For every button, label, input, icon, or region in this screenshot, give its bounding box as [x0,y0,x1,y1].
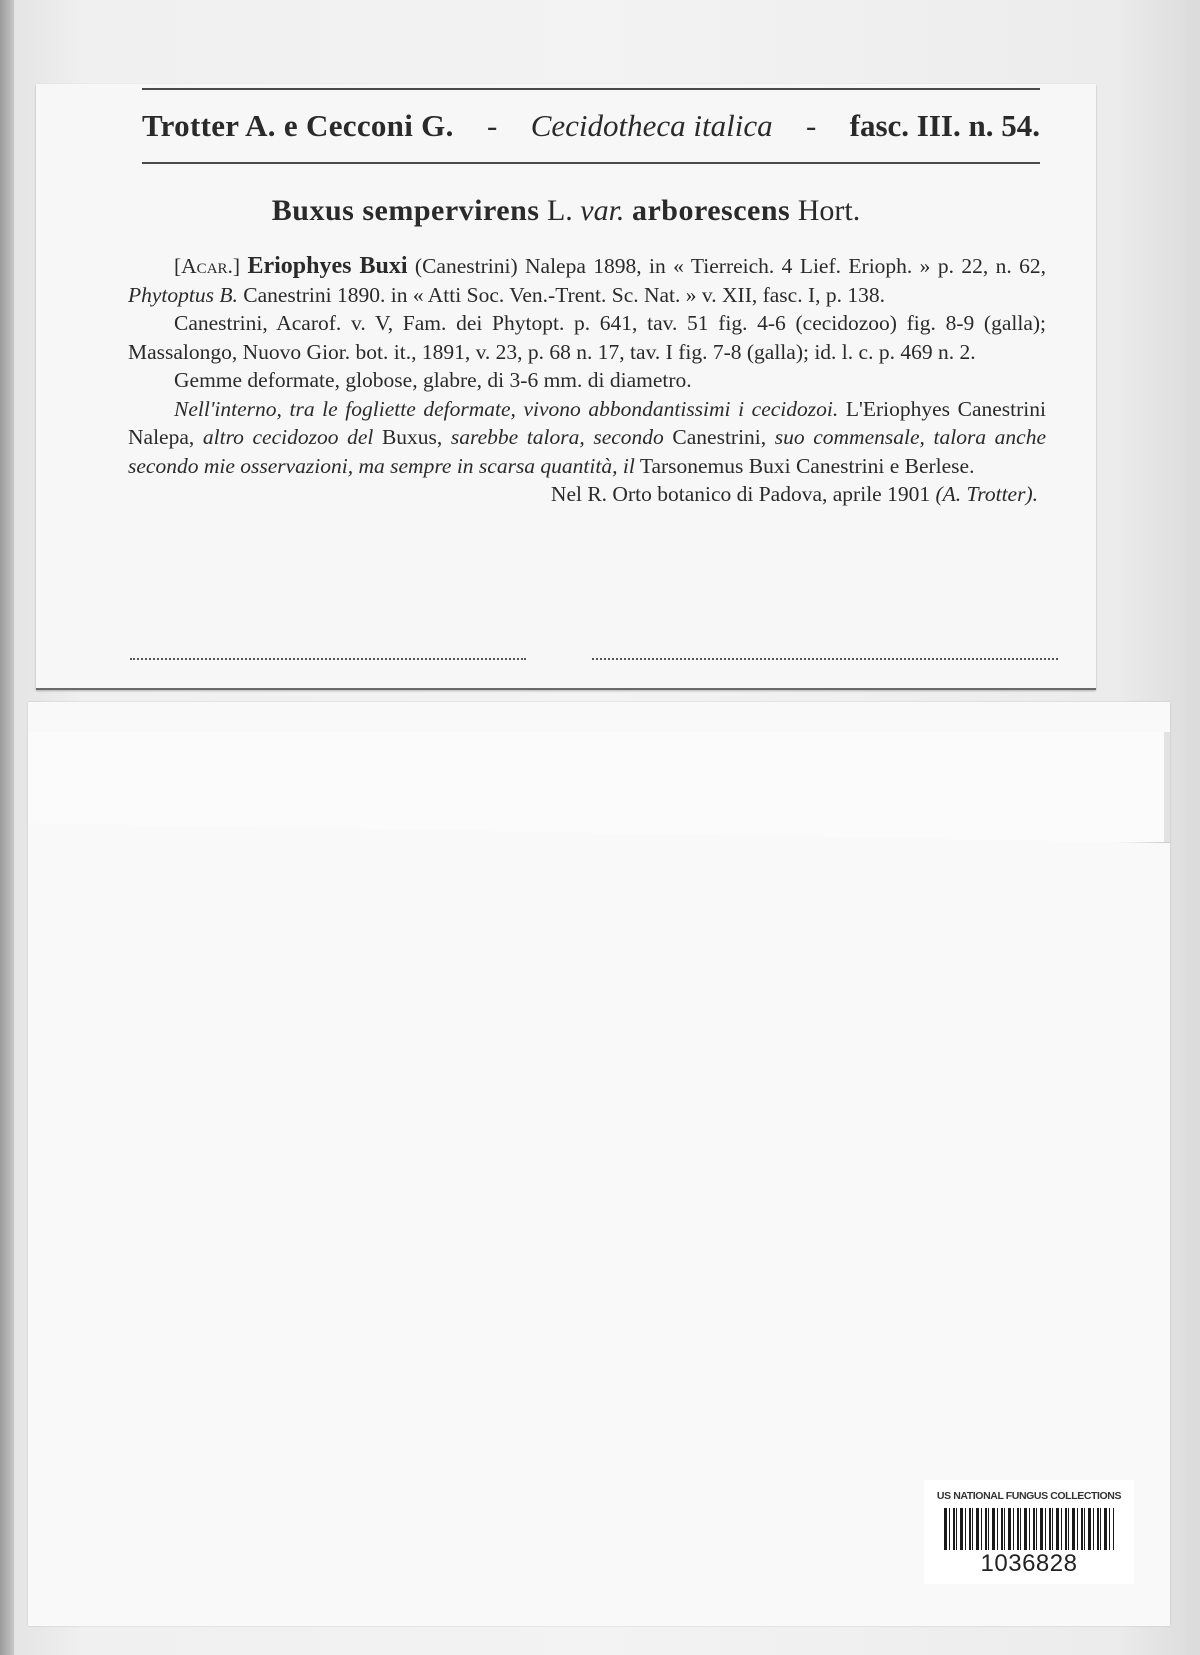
notes-italic-2: altro cecidozoo del [202,425,374,449]
notes-roman-1: L'Eriophyes Canestrini Nalepa, [128,396,1046,449]
dotted-line-right [592,658,1058,660]
notes-roman-4: Tarsonemus Buxi Canestrini e Berlese. [639,453,975,478]
organism-group: [Acar.] [174,254,241,278]
barcode-bars [944,1508,1114,1550]
collector-name: (A. Trotter). [935,482,1038,506]
notes-italic-3: sarebbe talora, secondo [450,425,664,449]
specimen-label [36,84,1096,690]
organism-name: Eriophyes Buxi [247,253,408,279]
barcode-label [924,1480,1134,1584]
envelope-flap-edge [1164,732,1170,842]
header-rule-bottom [142,162,1040,164]
collection-title: Cecidotheca italica [530,108,773,143]
variety-abbrev: var. [580,194,625,227]
collection-authors: Trotter A. e Cecconi G. [142,108,454,143]
host-species [36,194,1096,228]
organism-paragraph [128,252,1046,309]
organism-citation: (Canestrini) Nalepa 1898, in « Tierreich. 4 Lief. Erioph. » p. 22, n. 62, [414,254,1046,278]
label-body [128,252,1046,509]
variety-author: Hort. [797,194,861,227]
host-binomial: Buxus sempervirens [271,194,540,227]
barcode-institution: US NATIONAL FUNGUS COLLECTIONS [936,1490,1122,1502]
organism-synonym: Phytoptus B. [128,282,238,307]
references-paragraph: Canestrini, Acarof. v. V, Fam. dei Phytopt. p. 641, tav. 51 fig. 4-6 (cecidozoo) fig. 8-9 (galla); Massalongo, Nuovo Gior. bot. it., 1891, v. 23, p. 68 n. 17, tav. I fig. 7-8 (galla); id. l. c. p. 469 n. 2. [128,311,1046,364]
host-variety: arborescens [631,194,791,227]
description-paragraph: Gemme deformate, globose, glabre, di 3-6 mm. di diametro. [174,368,692,392]
synonym-citation: Canestrini 1890. in « Atti Soc. Ven.-Trent. Sc. Nat. » v. XII, fasc. I, p. 138. [243,282,886,307]
envelope-flap[interactable] [28,732,1170,843]
notes-roman-2: Buxus, [381,425,443,449]
notes-italic-4: suo commensale, talora anche secondo mie osservazioni, ma sempre in scarsa quantità, il [128,425,1046,478]
host-author: L. [546,194,573,227]
notes-roman-3: Canestrini, [672,425,767,449]
header-rule-top [142,88,1040,90]
locality-date: Nel R. Orto botanico di Padova, aprile 1901 [550,482,931,506]
label-header [142,108,1040,148]
dotted-line-left [130,658,526,660]
barcode-number: 1036828 [980,1550,1078,1577]
notes-italic-1: Nell'interno, tra le fogliette deformate, vivono abbondantissimi i cecidozoi. [174,396,839,421]
notes-paragraph [128,395,1046,481]
page-edge-shadow [0,0,14,1655]
header-separator: - [487,108,498,143]
collection-locality [128,480,1046,509]
fascicle-number: fasc. III. n. 54. [849,108,1040,143]
header-separator: - [805,108,817,143]
